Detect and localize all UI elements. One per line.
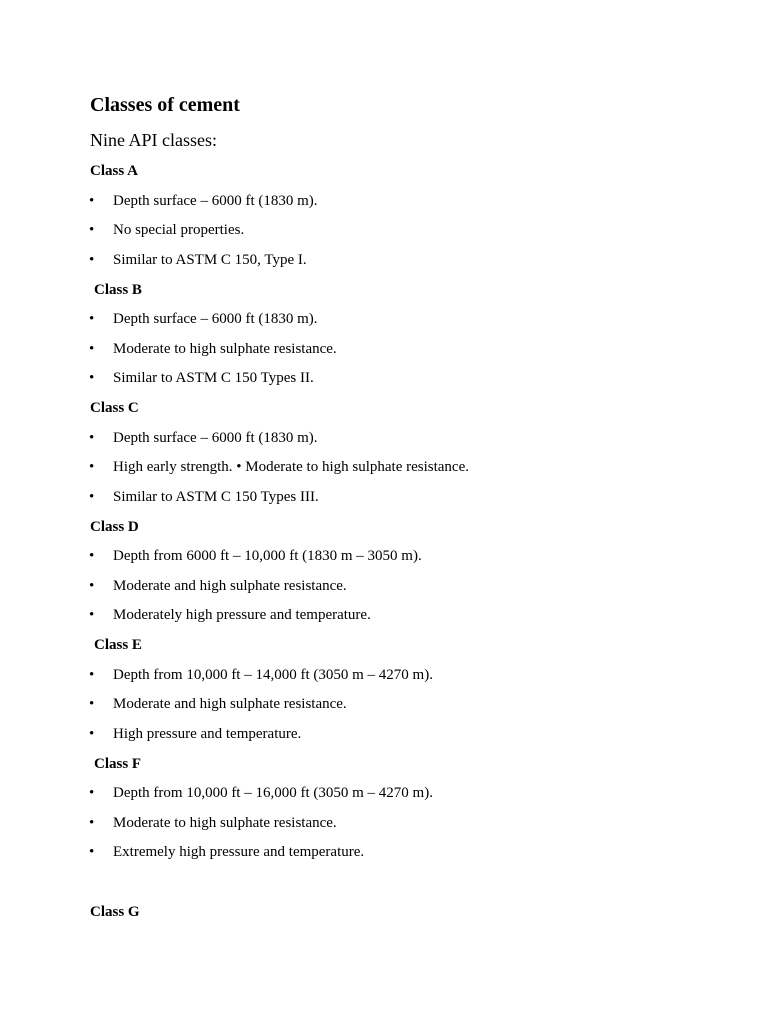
class-heading: Class A [90,163,138,179]
bullet-icon: • [89,726,95,742]
bullet-icon: • [89,193,95,209]
list-item-text: Moderate and high sulphate resistance. [113,578,347,594]
list-item-text: Similar to ASTM C 150, Type I. [113,252,307,268]
class-heading: Class E [94,637,142,653]
bullet-icon: • [89,815,95,831]
list-item-text: Depth from 6000 ft – 10,000 ft (1830 m – 3050 m). [113,548,422,564]
bullet-icon: • [89,459,95,475]
bullet-icon: • [89,607,95,623]
list-item-text: Depth from 10,000 ft – 16,000 ft (3050 m – 4270 m). [113,785,433,801]
class-heading: Class B [94,282,142,298]
list-item-text: High early strength. • Moderate to high sulphate resistance. [113,459,469,475]
bullet-icon: • [89,222,95,238]
class-heading: Class G [90,904,140,920]
list-item-text: Depth surface – 6000 ft (1830 m). [113,430,318,446]
bullet-icon: • [89,578,95,594]
bullet-icon: • [89,785,95,801]
list-item-text: Depth surface – 6000 ft (1830 m). [113,193,318,209]
bullet-icon: • [89,430,95,446]
list-item-text: Moderate to high sulphate resistance. [113,815,337,831]
list-item-text: Depth from 10,000 ft – 14,000 ft (3050 m – 4270 m). [113,667,433,683]
list-item-text: High pressure and temperature. [113,726,302,742]
bullet-icon: • [89,844,95,860]
list-item-text: Extremely high pressure and temperature. [113,844,365,860]
page-title: Classes of cement [90,94,240,116]
bullet-icon: • [89,341,95,357]
bullet-icon: • [89,548,95,564]
bullet-icon: • [89,311,95,327]
list-item-text: Similar to ASTM C 150 Types III. [113,489,319,505]
list-item-text: Depth surface – 6000 ft (1830 m). [113,311,318,327]
class-heading: Class F [94,756,142,772]
bullet-icon: • [89,370,95,386]
bullet-icon: • [89,696,95,712]
bullet-icon: • [89,252,95,268]
list-item-text: Similar to ASTM C 150 Types II. [113,370,314,386]
list-item-text: Moderate and high sulphate resistance. [113,696,347,712]
list-item-text: Moderate to high sulphate resistance. [113,341,337,357]
bullet-icon: • [89,489,95,505]
list-item-text: No special properties. [113,222,245,238]
class-heading: Class D [90,519,139,535]
class-heading: Class C [90,400,139,416]
page-subtitle: Nine API classes: [90,130,217,150]
list-item-text: Moderately high pressure and temperature. [113,607,371,623]
bullet-icon: • [89,667,95,683]
